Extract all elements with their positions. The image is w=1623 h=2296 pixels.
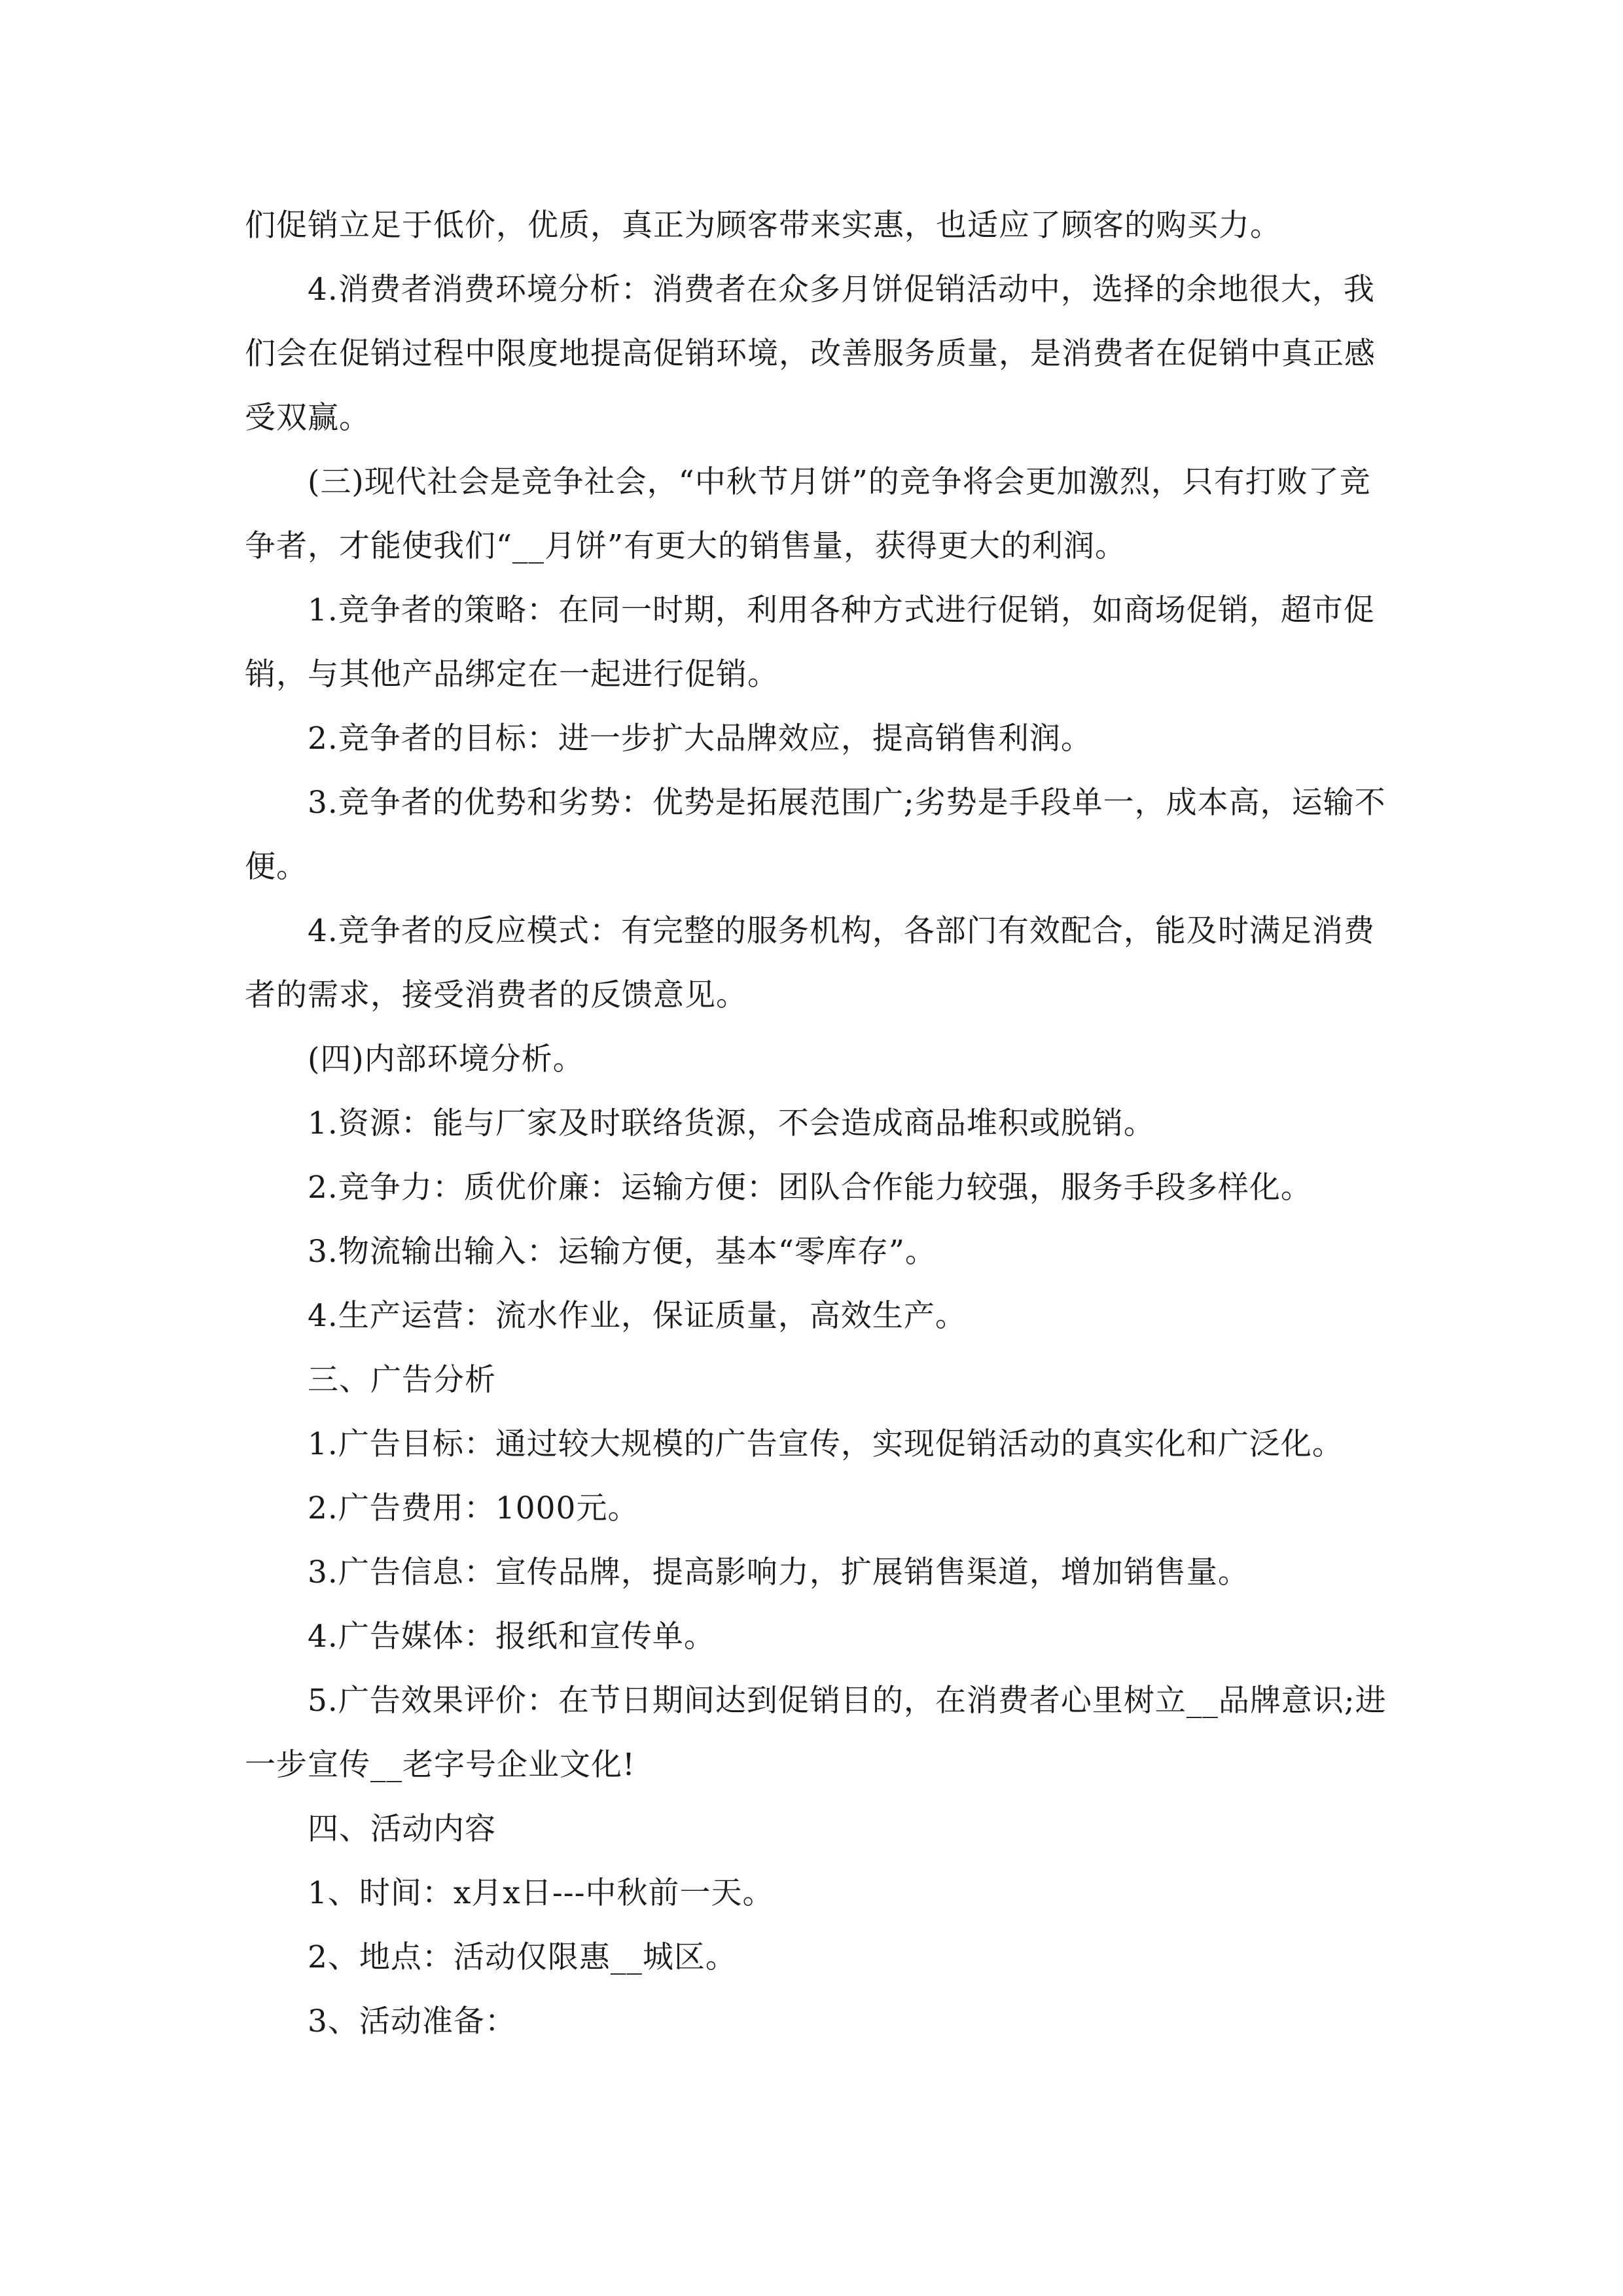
section-heading: (四)内部环境分析。 bbox=[308, 1041, 584, 1077]
section-heading: 三、广告分析 bbox=[308, 1362, 496, 1398]
paragraph: 3、活动准备： bbox=[308, 2003, 516, 2039]
paragraph: 3.竞争者的优势和劣势：优势是拓展范围广;劣势是手段单一，成本高，运输不便。 bbox=[245, 785, 1386, 885]
paragraph: 4.消费者消费环境分析：消费者在众多月饼促销活动中，选择的余地很大，我们会在促销过程中限度地提高促销环境，改善服务质量，是消费者在促销中真正感受双赢。 bbox=[245, 272, 1376, 436]
document-body bbox=[245, 194, 1397, 2054]
paragraph: 1.资源：能与厂家及时联络货源，不会造成商品堆积或脱销。 bbox=[308, 1105, 1155, 1141]
section-heading: 四、活动内容 bbox=[308, 1811, 496, 1847]
paragraph: 2.广告费用：1000元。 bbox=[308, 1490, 639, 1526]
paragraph: 1、时间：x月x日---中秋前一天。 bbox=[308, 1875, 774, 1911]
paragraph: 4.广告媒体：报纸和宣传单。 bbox=[308, 1619, 715, 1655]
paragraph: 4.竞争者的反应模式：有完整的服务机构，各部门有效配合，能及时满足消费者的需求，接受消费者的反馈意见。 bbox=[245, 913, 1375, 1013]
paragraph: (三)现代社会是竞争社会，“中秋节月饼”的竞争将会更加激烈，只有打败了竞争者，才能使我们“__月饼”有更大的销售量，获得更大的利润。 bbox=[245, 464, 1371, 564]
paragraph: 2.竞争者的目标：进一步扩大品牌效应，提高销售利润。 bbox=[308, 721, 1092, 757]
paragraph: 2、地点：活动仅限惠__城区。 bbox=[308, 1939, 737, 1975]
paragraph: 1.竞争者的策略：在同一时期，利用各种方式进行促销，如商场促销，超市促销，与其他产品绑定在一起进行促销。 bbox=[245, 592, 1375, 692]
paragraph: 4.生产运营：流水作业，保证质量，高效生产。 bbox=[308, 1298, 967, 1334]
paragraph: 2.竞争力：质优价廉：运输方便：团队合作能力较强，服务手段多样化。 bbox=[308, 1170, 1312, 1206]
paragraph: 3.物流输出输入：运输方便，基本“零库存”。 bbox=[308, 1234, 936, 1270]
paragraph: 5.广告效果评价：在节日期间达到促销目的，在消费者心里树立__品牌意识;进一步宣传__老字号企业文化! bbox=[245, 1683, 1387, 1783]
paragraph: 3.广告信息：宣传品牌，提高影响力，扩展销售渠道，增加销售量。 bbox=[308, 1554, 1249, 1590]
paragraph-continuation: 们促销立足于低价，优质，真正为顾客带来实惠，也适应了顾客的购买力。 bbox=[245, 207, 1281, 243]
paragraph: 1.广告目标：通过较大规模的广告宣传，实现促销活动的真实化和广泛化。 bbox=[308, 1426, 1344, 1462]
